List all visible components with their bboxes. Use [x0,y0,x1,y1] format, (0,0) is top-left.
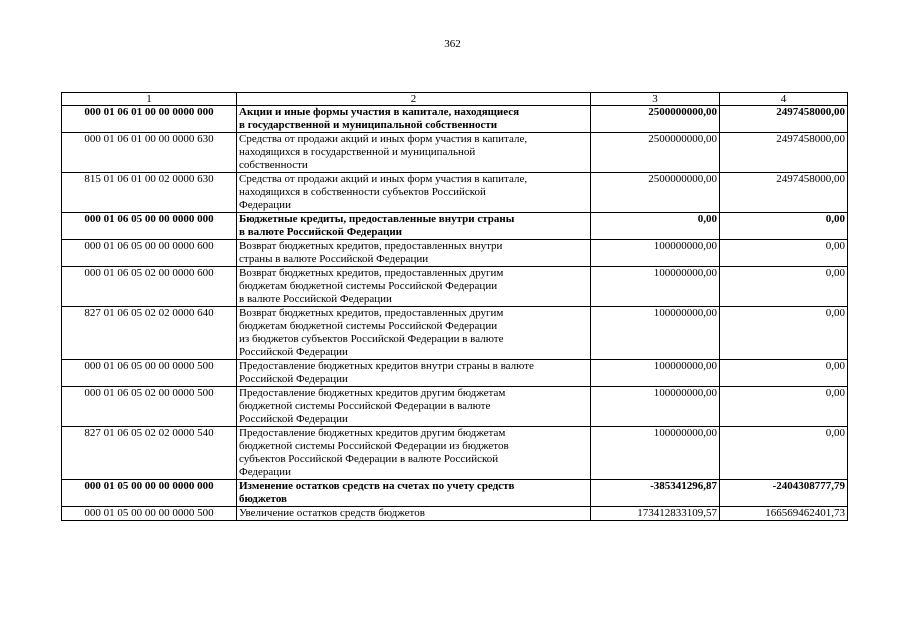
description-cell: Возврат бюджетных кредитов, предоставленных другим бюджетам бюджетной системы Российской Федерации в валюте Российской Федерации [237,267,591,307]
table-row [62,360,848,387]
value-col3-cell: 100000000,00 [591,360,720,387]
value-col3-cell: 2500000000,00 [591,133,720,173]
table-row [62,267,848,307]
table-body [62,106,848,521]
value-col4-cell: 2497458000,00 [720,106,848,133]
value-col4-cell: 2497458000,00 [720,133,848,173]
value-col4-cell: 0,00 [720,267,848,307]
value-col4-cell: 0,00 [720,307,848,360]
column-header-1: 1 [62,93,237,106]
table-row [62,387,848,427]
value-col4-cell: 0,00 [720,387,848,427]
budget-code-cell: 000 01 06 05 02 00 0000 600 [62,267,237,307]
table-row [62,427,848,480]
budget-code-cell: 827 01 06 05 02 02 0000 640 [62,307,237,360]
description-cell: Предоставление бюджетных кредитов другим бюджетам бюджетной системы Российской Федерации из бюджетов субъектов Российской Федерации в валюте Российской Федерации [237,427,591,480]
table-row [62,240,848,267]
value-col3-cell: 100000000,00 [591,307,720,360]
column-header-4: 4 [720,93,848,106]
value-col3-cell: 0,00 [591,213,720,240]
value-col3-cell: 100000000,00 [591,427,720,480]
value-col4-cell: 0,00 [720,360,848,387]
value-col3-cell: 173412833109,57 [591,507,720,521]
table-row [62,213,848,240]
page-number: 362 [444,38,461,50]
table-header-row [62,93,848,106]
budget-code-cell: 000 01 06 05 00 00 0000 600 [62,240,237,267]
value-col3-cell: -385341296,87 [591,480,720,507]
value-col4-cell: 0,00 [720,427,848,480]
budget-code-cell: 000 01 06 05 02 00 0000 500 [62,387,237,427]
value-col3-cell: 100000000,00 [591,240,720,267]
value-col4-cell: -2404308777,79 [720,480,848,507]
value-col3-cell: 2500000000,00 [591,106,720,133]
column-header-2: 2 [237,93,591,106]
budget-code-cell: 827 01 06 05 02 02 0000 540 [62,427,237,480]
budget-code-cell: 000 01 06 01 00 00 0000 000 [62,106,237,133]
column-header-3: 3 [591,93,720,106]
value-col4-cell: 2497458000,00 [720,173,848,213]
budget-code-cell: 815 01 06 01 00 02 0000 630 [62,173,237,213]
budget-sources-table [61,92,848,521]
value-col4-cell: 166569462401,73 [720,507,848,521]
description-cell: Увеличение остатков средств бюджетов [237,507,591,521]
description-cell: Возврат бюджетных кредитов, предоставленных другим бюджетам бюджетной системы Российской Федерации из бюджетов субъектов Российской Федерации в валюте Российской Федерации [237,307,591,360]
description-cell: Акции и иные формы участия в капитале, находящиеся в государственной и муниципальной собственности [237,106,591,133]
description-cell: Предоставление бюджетных кредитов внутри страны в валюте Российской Федерации [237,360,591,387]
budget-code-cell: 000 01 05 00 00 00 0000 000 [62,480,237,507]
value-col3-cell: 2500000000,00 [591,173,720,213]
value-col3-cell: 100000000,00 [591,387,720,427]
budget-code-cell: 000 01 06 01 00 00 0000 630 [62,133,237,173]
table-row [62,133,848,173]
value-col3-cell: 100000000,00 [591,267,720,307]
budget-code-cell: 000 01 06 05 00 00 0000 000 [62,213,237,240]
table-row [62,480,848,507]
value-col4-cell: 0,00 [720,240,848,267]
table-row [62,507,848,521]
value-col4-cell: 0,00 [720,213,848,240]
table-row [62,173,848,213]
description-cell: Средства от продажи акций и иных форм участия в капитале, находящихся в собственности субъектов Российской Федерации [237,173,591,213]
budget-code-cell: 000 01 06 05 00 00 0000 500 [62,360,237,387]
description-cell: Изменение остатков средств на счетах по учету средств бюджетов [237,480,591,507]
table-row [62,106,848,133]
budget-code-cell: 000 01 05 00 00 00 0000 500 [62,507,237,521]
description-cell: Предоставление бюджетных кредитов другим бюджетам бюджетной системы Российской Федерации в валюте Российской Федерации [237,387,591,427]
description-cell: Бюджетные кредиты, предоставленные внутри страны в валюте Российской Федерации [237,213,591,240]
table-row [62,307,848,360]
description-cell: Средства от продажи акций и иных форм участия в капитале, находящихся в государственной и муниципальной собственности [237,133,591,173]
description-cell: Возврат бюджетных кредитов, предоставленных внутри страны в валюте Российской Федерации [237,240,591,267]
